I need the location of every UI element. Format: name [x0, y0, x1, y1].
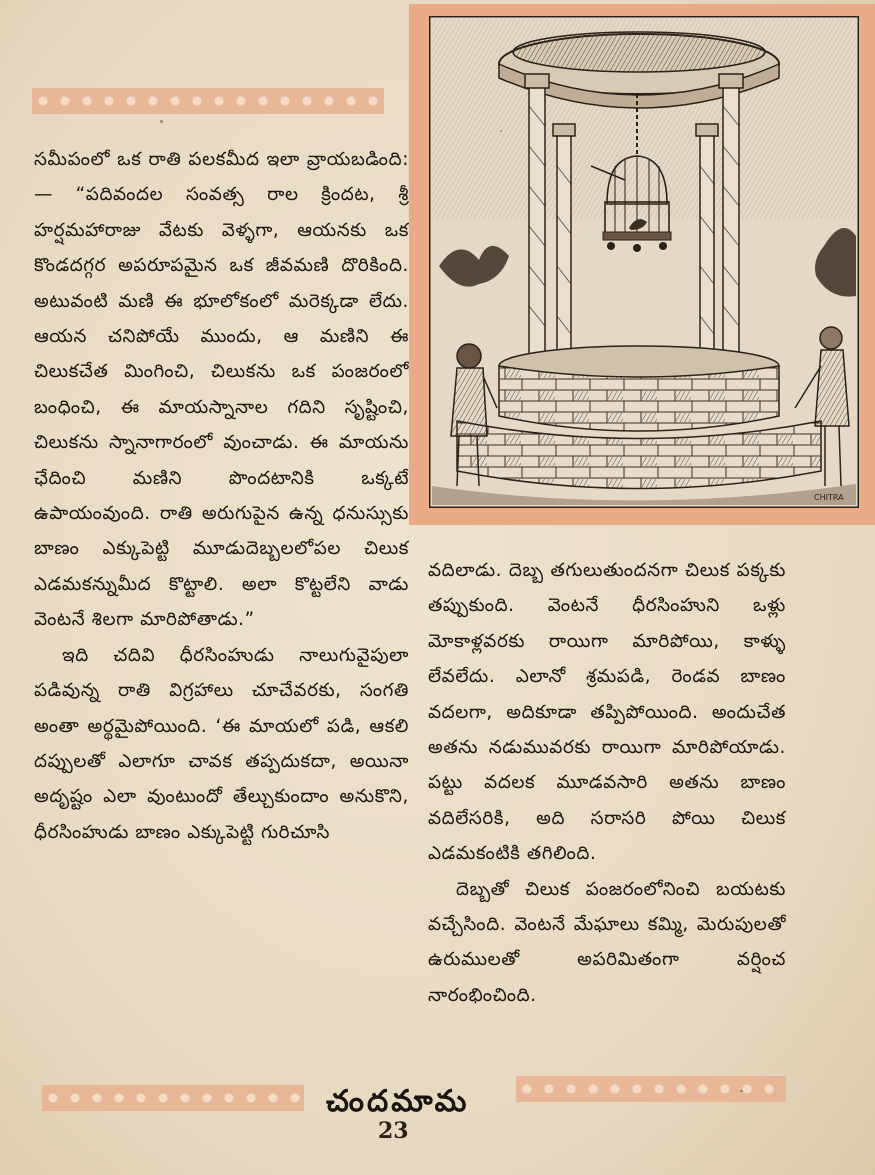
story-paragraph: వదిలాడు. దెబ్బ తగులుతుందనగా చిలుక పక్కకు తప్పుకుంది. వెంటనే ధీరసింహుని ఒళ్లు మోకాళ్లవరకు రాయిగా మారిపోయి, కాళ్ళు లేవలేదు. ఎలానో శ్రమపడి, రెండవ బాణం వదలగా, అదికూడా తప్పిపోయింది. అందుచేత అతను నడుమువరకు రాయిగా మారిపోయాడు. పట్టు వదలక మూడవసారి అతను బాణం వదిలేసరికి, అది సరాసరి పోయి చిలుక ఎడమకంటికి తగిలింది. — [428, 560, 786, 865]
story-column-left — [34, 142, 409, 850]
paper-speck — [740, 1090, 743, 1092]
decorative-border-top — [32, 88, 384, 114]
story-column-right — [428, 553, 786, 1013]
magazine-title: చందమామ — [326, 1084, 470, 1119]
paper-speck — [160, 120, 163, 123]
decorative-border-bottom-left — [42, 1085, 304, 1111]
story-illustration — [409, 4, 875, 525]
story-paragraph: ఇది చదివి ధీరసింహుడు నాలుగువైపులా పడివున్న రాతి విగ్రహాలు చూచేవరకు, సంగతి అంతా అర్థమైపోయింది. ‘ఈ మాయలో పడి, ఆకలి దప్పులతో ఎలాగూ చావక తప్పదుకదా, అయినా అదృష్టం ఎలా వుంటుందో తేల్చుకుందాం అనుకొని, ధీరసింహుడు బాణం ఎక్కుపెట్టి గురిచూసి — [34, 644, 409, 843]
story-paragraph: దెబ్బతో చిలుక పంజరంలోనించి బయటకు వచ్చేసింది. వెంటనే మేఘాలు కమ్మి, మెరుపులతో ఉరుములతో అపరిమితంగా వర్షించ నారంభించింది. — [428, 878, 786, 1006]
bird-cage-pavilion-drawing — [429, 16, 859, 508]
story-paragraph: సమీపంలో ఒక రాతి పలకమీద ఇలా వ్రాయబడింది:— “పదివందల సంవత్స రాల క్రిందట, శ్రీ హర్షమహారాజు వేటకు వెళ్ళగా, ఆయనకు ఒక కొండదగ్గర అపరూపమైన ఒక జీవమణి దొరికింది. అటువంటి మణి ఈ భూలోకంలో మరెక్కడా లేదు. ఆయన చనిపోయే ముందు, ఆ మణిని ఈ చిలుకచేత మింగించి, చిలుకను ఒక పంజరంలో బంధించి, ఈ మాయస్నానాల గదిని సృష్టించి, చిలుకను స్నానాగారంలో వుంచాడు. ఈ మాయను ఛేదించి మణిని పొందటానికి ఒక్కటే ఉపాయంవుంది. రాతి అరుగుపైన ఉన్న ధనుస్సుకు బాణం ఎక్కుపెట్టి మూడుదెబ్బలలోపల చిలుక ఎడమకన్నుమీద కొట్టాలి. అలా కొట్టలేని వాడు వెంటనే శిలగా మారిపోతాడు.” — [34, 149, 409, 631]
paper-speck — [500, 130, 502, 132]
page-number: 23 — [378, 1118, 409, 1144]
decorative-border-bottom-right — [516, 1076, 786, 1102]
artist-signature: CHITRA — [814, 493, 844, 502]
